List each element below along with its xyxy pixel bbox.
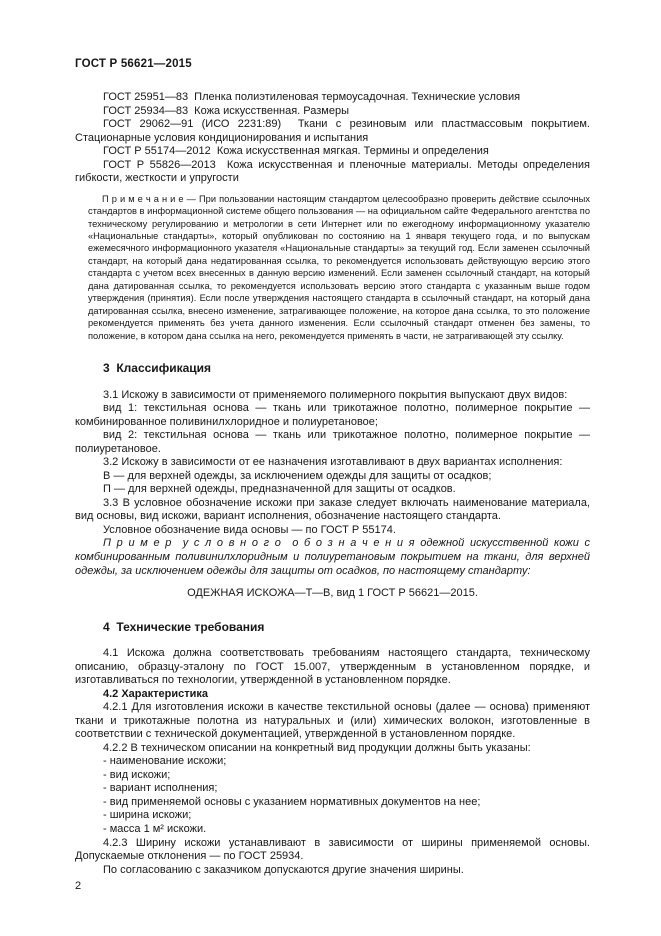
reference-item-5: ГОСТ Р 55826—2013 Кожа искусственная и пленочные материалы. Методы определения гибкости, жесткости и упругости <box>75 158 590 185</box>
section-3-heading: 3 Классификация <box>103 361 211 376</box>
clause-variant-p: П — для верхней одежды, предназначенной для защиты от осадков. <box>103 483 456 496</box>
clause-4-2-3-note: По согласованию с заказчиком допускаются другие значения ширины. <box>103 863 464 876</box>
clause-vid-2: вид 2: текстильная основа — ткань или трикотажное полотно, полимерное покрытие — полиуретановое. <box>75 429 590 455</box>
reference-item-3: ГОСТ 29062—91 (ИСО 2231:89) Ткани с резиновым или пластмассовым покрытием. Стационарные условия кондиционирования и испытания <box>75 118 590 144</box>
spec-list-item-3: - вариант исполнения; <box>103 782 218 795</box>
clause-vid-1: вид 1: текстильная основа — ткань или трикотажное полотно, полимерное покрытие — комбинированное поливинилхлоридное и полиуретановое; <box>75 402 590 428</box>
doc-number: ГОСТ Р 56621—2015 <box>75 58 192 70</box>
clause-4-2-1: 4.2.1 Для изготовления искожи в качестве текстильной основы (далее — основа) применяют ткани и трикотажные полотна из натуральных и (или) химических волокон, изготовленные в соответствии с технической документацией, утвержденной в установленном порядке. <box>75 701 590 741</box>
spec-list-item-2: - вид искожи; <box>103 768 171 781</box>
spec-list-item-6: - масса 1 м² искожи. <box>103 822 207 835</box>
clause-4-2-3: 4.2.3 Ширину искожи устанавливают в зависимости от ширины применяемой основы. Допускаемые отклонения — по ГОСТ 25934. <box>75 836 590 863</box>
clause-4-2-2: 4.2.2 В техническом описании на конкретный вид продукции должны быть указаны: <box>103 741 531 754</box>
clause-4-2-heading: 4.2 Характеристика <box>103 687 209 700</box>
clause-3-1: 3.1 Искожу в зависимости от применяемого полимерного покрытия выпускают двух видов: <box>103 388 568 401</box>
clause-3-2: 3.2 Искожу в зависимости от ее назначения изготавливают в двух вариантах исполнения: <box>103 456 563 469</box>
page-number: 2 <box>75 880 82 892</box>
clause-variant-b: В — для верхней одежды, за исключением одежды для защиты от осадков; <box>103 469 492 482</box>
references-note: П р и м е ч а н и е — При пользовании настоящим стандартом целесообразно проверить действие ссылочных стандартов в информационной системе общего пользования — на официальном сайте Федерального агентства по техническому регулированию и метрологии в сети Интернет или по ежегодному информационному указателю «Национальные стандарты», который опубликован по состоянию на 1 января текущего года, и по выпускам ежемесячного информационного указателя «Национальные стандарты» за текущий год. Если заменен ссылочный стандарт, на который дана недатированная ссылка, то рекомендуется использовать действующую версию этого стандарта с учетом всех внесенных в данную версию изменений. Если заменен ссылочный стандарт, на который дана датированная ссылка, то рекомендуется использовать версию этого стандарта с указанным выше годом утверждения (принятия). Если после утверждения настоящего стандарта в ссылочный стандарт, на который дана датированная ссылка, внесено изменение, затрагивающее положение, на которое дана ссылка, то это положение рекомендуется применять без учета данного изменения. Если ссылочный стандарт отменен без замены, то положение, в котором дана ссылка на него, рекомендуется применять в части, не затрагивающей эту ссылку. <box>88 193 590 341</box>
clause-3-3: 3.3 В условное обозначение искожи при заказе следует включать наименование материала, вид основы, вид искожи, вариант исполнения, обозначение настоящего стандарта. <box>75 496 590 523</box>
spec-list-item-4: - вид применяемой основы с указанием нормативных документов на нее; <box>103 795 481 808</box>
spec-list-item-1: - наименование искожи; <box>103 755 227 768</box>
designation-example: ОДЕЖНАЯ ИСКОЖА—Т—В, вид 1 ГОСТ Р 56621—2015. <box>187 587 478 600</box>
reference-item-1: ГОСТ 25951—83 Пленка полиэтиленовая термоусадочная. Технические условия <box>103 91 521 103</box>
section-4-heading: 4 Технические требования <box>103 619 265 634</box>
clause-designation: Условное обозначение вида основы — по ГОСТ Р 55174. <box>103 523 396 536</box>
example-intro: П р и м е р у с л о в н о г о о б о з н а ч е н и я одежной искусственной кожи с комбинированным поливинилхлоридным и полиуретановым покрытием на ткани, для верхней одежды, за исключением одежды для защиты от осадков, по настоящему стандарту: <box>75 537 590 577</box>
document-body <box>75 91 590 877</box>
reference-item-2: ГОСТ 25934—83 Кожа искусственная. Размеры <box>103 104 350 117</box>
clause-4-1: 4.1 Искожа должна соответствовать требованиям настоящего стандарта, техническому описанию, образцу-эталону по ГОСТ 15.007, утвержденным в установленном порядке, и изготавливаться по технологии, утвержденной в установленном порядке. <box>75 647 590 687</box>
spec-list-item-5: - ширина искожи; <box>103 809 192 822</box>
reference-item-4: ГОСТ Р 55174—2012 Кожа искусственная мягкая. Термины и определения <box>103 145 489 158</box>
